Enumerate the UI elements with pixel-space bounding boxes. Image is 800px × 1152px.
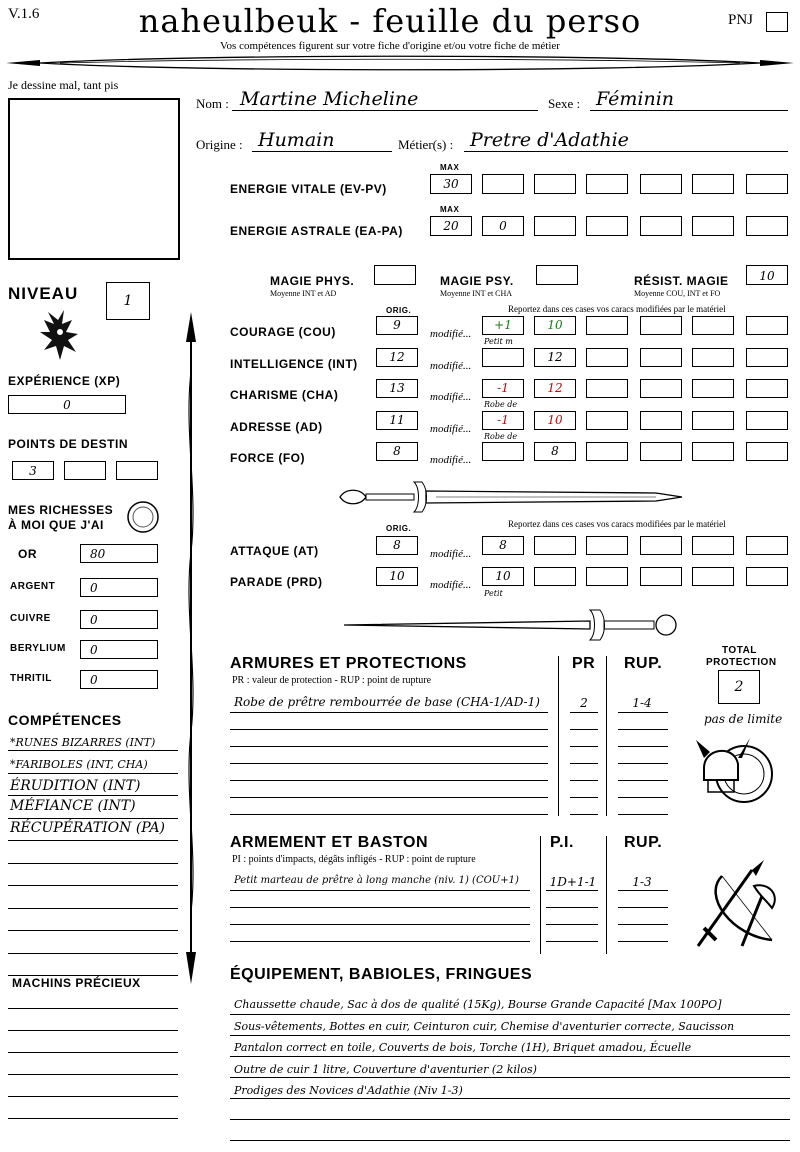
stat-mod-box-0-4[interactable] (692, 316, 734, 335)
ea-value-1: 20 (443, 219, 459, 233)
stat-mod2-2: 12 (547, 381, 563, 395)
magie-psy-box[interactable] (536, 265, 578, 285)
origin-label: Origine : (196, 137, 243, 152)
armure-rup-line (618, 712, 668, 713)
armure-pr-line (570, 814, 598, 815)
equipement-line (230, 1140, 790, 1141)
competence-line (8, 953, 178, 954)
ea-box-6[interactable] (692, 216, 734, 236)
combat-orig-value-0: 8 (393, 538, 401, 552)
stat-mod-box-0-5[interactable] (746, 316, 788, 335)
spear-ornament-vertical (182, 312, 200, 984)
arme-pi-line (546, 941, 598, 942)
machin-line (8, 1118, 178, 1119)
stat-mod2-1: 12 (547, 349, 563, 364)
arme-name[interactable]: Petit marteau de prêtre à long manche (niv. 1) (COU+1) (234, 875, 519, 886)
combat-label-1: PARADE (PRD) (230, 575, 323, 589)
stat-note-3: Robe de (484, 431, 518, 441)
combat-note: Reportez dans ces cases vos caracs modifiées par le matériel (508, 519, 726, 529)
resist-magie-label: RÉSIST. MAGIE (634, 274, 729, 288)
total-label-1: TOTAL (722, 645, 757, 656)
combat-mod-box-0-2[interactable] (586, 536, 628, 555)
arme-line (230, 907, 530, 908)
combat-mod1-0: 8 (499, 538, 507, 552)
arme-rup-line (618, 941, 668, 942)
total-label-2: PROTECTION (706, 657, 777, 668)
arme-rup-line (618, 907, 668, 908)
richesses-label-2: À MOI QUE J'AI (8, 518, 104, 532)
equipement-line (230, 1077, 790, 1078)
richesse-label-1: ARGENT (10, 581, 56, 592)
competence-item[interactable]: *RUNES BIZARRES (INT) (10, 736, 156, 749)
destin-value: 3 (29, 464, 37, 478)
competence-line (8, 750, 178, 751)
equipement-line (230, 1035, 790, 1036)
coin-icon (126, 500, 160, 534)
name-label: Nom : (196, 96, 229, 111)
stat-modifie-0: modifié... (430, 328, 472, 340)
ea-box-4[interactable] (586, 216, 628, 236)
armement-col-pi: P.I. (550, 834, 574, 851)
armure-name[interactable]: Robe de prêtre rembourrée de base (CHA-1/AD-1) (234, 695, 540, 709)
ev-box-6[interactable] (692, 174, 734, 194)
name-value[interactable]: Martine Micheline (240, 88, 419, 110)
magie-psy-note: Moyenne INT et CHA (440, 289, 513, 298)
stat-mod-box-2-3[interactable] (640, 379, 682, 398)
dragon-icon (34, 306, 84, 364)
combat-mod-box-1-5[interactable] (746, 567, 788, 586)
armure-rup: 1-4 (632, 696, 652, 710)
richesse-label-0: OR (18, 547, 37, 561)
competence-line (8, 773, 178, 774)
ev-box-2[interactable] (482, 174, 524, 194)
protection-limit: pas de limite (704, 712, 783, 726)
machin-line (8, 1008, 178, 1009)
stat-label-4: FORCE (FO) (230, 451, 305, 465)
richesse-label-3: BERYLIUM (10, 643, 66, 654)
pnj-label: PNJ (728, 12, 754, 28)
armure-line (230, 746, 548, 747)
competence-line (8, 885, 178, 886)
machin-line (8, 1096, 178, 1097)
armure-pr-line (570, 746, 598, 747)
sex-value[interactable]: Féminin (596, 88, 675, 110)
competence-item[interactable]: ÉRUDITION (INT) (10, 778, 141, 794)
stat-mod-box-4-0[interactable] (482, 442, 524, 461)
ea-max-label: MAX (440, 205, 460, 214)
armure-line (230, 712, 548, 713)
helmet-shield-icon (694, 728, 776, 810)
equipement-line (230, 1098, 790, 1099)
armures-col-pr: PR (572, 655, 596, 672)
stat-mod-box-2-2[interactable] (586, 379, 628, 398)
arme-pi-line (546, 907, 598, 908)
stat-mod1-3: -1 (497, 412, 509, 427)
competence-line (8, 795, 178, 796)
armement-col-rup: RUP. (624, 834, 663, 851)
combat-mod-box-1-2[interactable] (586, 567, 628, 586)
machin-line (8, 1052, 178, 1053)
combat-modifie-0: modifié... (430, 548, 472, 560)
stat-mod-box-4-3[interactable] (640, 442, 682, 461)
arme-line (230, 941, 530, 942)
stat-mod2-4: 8 (551, 444, 559, 458)
equipement-line (230, 1119, 790, 1120)
stat-label-1: INTELLIGENCE (INT) (230, 356, 358, 371)
stat-note-2: Robe de (484, 400, 518, 409)
stat-mod-box-1-2[interactable] (586, 348, 628, 367)
ea-value-2: 0 (499, 219, 507, 233)
combat-mod-box-0-5[interactable] (746, 536, 788, 555)
richesse-label-4: THRITIL (10, 673, 52, 684)
combat-mod-box-0-1[interactable] (534, 536, 576, 555)
ea-box-3[interactable] (534, 216, 576, 236)
competence-item[interactable]: MÉFIANCE (INT) (10, 798, 136, 814)
stat-orig-value-1: 12 (389, 349, 405, 364)
stat-mod-box-3-5[interactable] (746, 411, 788, 430)
equipement-line (230, 1056, 790, 1057)
portrait-box[interactable] (8, 98, 180, 260)
arme-line (230, 890, 530, 891)
equipement-item[interactable]: Pantalon correct en toile, Couverts de bois, Torche (1H), Briquet amadou, Écuelle (234, 1041, 692, 1054)
stat-mod-box-0-2[interactable] (586, 316, 628, 335)
stat-mod-box-0-3[interactable] (640, 316, 682, 335)
total-protection-value: 2 (734, 679, 744, 695)
armure-pr-line (570, 797, 598, 798)
competence-line (8, 930, 178, 931)
armure-rup-line (618, 746, 668, 747)
sword-ornament-1 (336, 478, 686, 516)
combat-mod-box-0-3[interactable] (640, 536, 682, 555)
page-subtitle: Vos compétences figurent sur votre fiche d'origine et/ou votre fiche de métier (220, 40, 560, 52)
competence-item[interactable]: *FARIBOLES (INT, CHA) (10, 758, 148, 771)
stat-mod-box-1-3[interactable] (640, 348, 682, 367)
combat-modifie-1: modifié... (430, 579, 472, 591)
stat-orig-value-3: 11 (389, 412, 405, 427)
weapons-icon (692, 856, 784, 952)
armure-rup-line (618, 814, 668, 815)
armure-rup-line (618, 797, 668, 798)
ea-box-5[interactable] (640, 216, 682, 236)
stat-mod2-3: 10 (547, 412, 563, 427)
stat-mod-box-2-4[interactable] (692, 379, 734, 398)
richesses-label-1: MES RICHESSES (8, 503, 114, 517)
stat-label-2: CHARISME (CHA) (230, 388, 339, 402)
combat-mod-box-1-1[interactable] (534, 567, 576, 586)
richesse-value-2: 0 (90, 613, 98, 627)
competence-line (8, 840, 178, 841)
stat-mod2-0: 10 (547, 318, 563, 332)
stat-modifie-3: modifié... (430, 422, 472, 435)
arme-rup-line (618, 890, 668, 891)
sex-label: Sexe : (548, 96, 581, 111)
ev-max-label: MAX (440, 163, 460, 172)
stat-orig-value-2: 13 (389, 381, 405, 395)
armure-pr-line (570, 729, 598, 730)
sword-ornament-2 (340, 604, 682, 646)
spear-ornament-top (0, 52, 800, 74)
arme-rup: 1-3 (632, 875, 652, 889)
pnj-checkbox[interactable] (766, 12, 788, 32)
stat-mod1-0: +1 (494, 318, 512, 332)
armement-title: ARMEMENT ET BASTON (230, 834, 429, 851)
armure-line (230, 763, 548, 764)
richesse-value-0: 80 (90, 547, 106, 561)
job-value[interactable]: Pretre d'Adathie (470, 129, 629, 151)
competences-title: COMPÉTENCES (8, 712, 122, 728)
stat-note-0: Petit m (484, 337, 513, 346)
equipement-item[interactable]: Chaussette chaude, Sac à dos de qualité (15Kg), Bourse Grande Capacité [Max 100PO] (234, 998, 722, 1011)
job-label: Métier(s) : (398, 137, 454, 152)
resist-magie-note: Moyenne COU, INT et FO (634, 289, 721, 298)
competence-line (8, 908, 178, 909)
stat-mod-box-3-4[interactable] (692, 411, 734, 430)
arme-rup-line (618, 924, 668, 925)
stat-modifie-4: modifié... (430, 454, 472, 466)
richesse-value-4: 0 (90, 673, 98, 687)
equipement-title: ÉQUIPEMENT, BABIOLES, FRINGUES (230, 966, 533, 983)
richesse-value-1: 0 (90, 581, 98, 595)
stat-modifie-1: modifié... (430, 359, 472, 372)
stat-mod-box-2-5[interactable] (746, 379, 788, 398)
combat-note-1: Petit (484, 589, 503, 598)
armure-pr-line (570, 712, 598, 713)
armure-line (230, 797, 548, 798)
origin-value[interactable]: Humain (258, 129, 335, 151)
armure-rup-line (618, 780, 668, 781)
stat-mod-box-4-5[interactable] (746, 442, 788, 461)
machins-title: MACHINS PRÉCIEUX (12, 976, 141, 990)
armure-rup-line (618, 763, 668, 764)
equipement-item[interactable]: Prodiges des Novices d'Adathie (Niv 1-3) (234, 1084, 463, 1097)
version-label: V.1.6 (8, 6, 40, 22)
stat-mod-box-3-3[interactable] (640, 411, 682, 430)
ev-label: ENERGIE VITALE (EV-PV) (230, 182, 387, 196)
stat-label-0: COURAGE (COU) (230, 325, 336, 339)
ev-box-3[interactable] (534, 174, 576, 194)
combat-orig-value-1: 10 (389, 569, 405, 583)
xp-value: 0 (63, 398, 71, 412)
combat-orig-label: ORIG. (386, 524, 412, 533)
stat-label-3: ADRESSE (AD) (230, 419, 323, 434)
armement-subtitle: PI : points d'impacts, dégâts infligés - RUP : point de rupture (232, 854, 476, 865)
combat-mod-box-1-3[interactable] (640, 567, 682, 586)
armures-col-rup: RUP. (624, 655, 663, 672)
magie-phys-label: MAGIE PHYS. (270, 274, 355, 288)
destin-label: POINTS DE DESTIN (8, 437, 129, 451)
destin-box-3[interactable] (116, 461, 158, 480)
arme-pi-line (546, 890, 598, 891)
magie-psy-label: MAGIE PSY. (440, 274, 514, 288)
ev-box-5[interactable] (640, 174, 682, 194)
armures-title: ARMURES ET PROTECTIONS (230, 655, 467, 672)
competence-line (8, 818, 178, 819)
ea-label: ENERGIE ASTRALE (EA-PA) (230, 224, 403, 238)
ev-box-4[interactable] (586, 174, 628, 194)
ev-value-1: 30 (443, 177, 459, 191)
armures-subtitle: PR : valeur de protection - RUP : point de rupture (232, 675, 432, 686)
ev-box-7[interactable] (746, 174, 788, 194)
stat-mod-box-4-2[interactable] (586, 442, 628, 461)
competence-item[interactable]: RÉCUPÉRATION (PA) (10, 820, 166, 836)
combat-mod-box-1-4[interactable] (692, 567, 734, 586)
destin-box-2[interactable] (64, 461, 106, 480)
competence-line (8, 975, 178, 976)
portrait-caption: Je dessine mal, tant pis (8, 78, 119, 92)
stat-mod1-2: -1 (497, 381, 509, 395)
arme-pi-line (546, 924, 598, 925)
machin-line (8, 1030, 178, 1031)
armure-pr: 2 (580, 696, 588, 710)
armure-pr-line (570, 763, 598, 764)
stats-note: Reportez dans ces cases vos caracs modifiées par le matériel (508, 304, 726, 314)
arme-pi: 1D+1-1 (549, 875, 597, 889)
stat-mod-box-1-4[interactable] (692, 348, 734, 367)
richesse-label-2: CUIVRE (10, 613, 51, 624)
resist-magie-value: 10 (759, 269, 775, 283)
armure-line (230, 729, 548, 730)
equipement-line (230, 1014, 790, 1015)
equipement-item[interactable]: Sous-vêtements, Bottes en cuir, Ceinturon cuir, Chemise d'aventurier correcte, Saucisson (234, 1019, 735, 1033)
combat-mod-box-0-4[interactable] (692, 536, 734, 555)
ea-box-7[interactable] (746, 216, 788, 236)
equipement-item[interactable]: Outre de cuir 1 litre, Couverture d'aventurier (2 kilos) (234, 1062, 537, 1076)
armure-rup-line (618, 729, 668, 730)
combat-label-0: ATTAQUE (AT) (230, 544, 319, 558)
stat-mod-box-1-0[interactable] (482, 348, 524, 367)
stat-orig-value-4: 8 (393, 444, 401, 458)
richesse-value-3: 0 (90, 643, 98, 657)
machin-line (8, 1074, 178, 1075)
magie-phys-box[interactable] (374, 265, 416, 285)
armure-line (230, 780, 548, 781)
niveau-value: 1 (123, 293, 133, 309)
stat-modifie-2: modifié... (430, 391, 472, 403)
xp-label: EXPÉRIENCE (XP) (8, 374, 121, 388)
combat-mod1-1: 10 (495, 569, 511, 583)
stat-orig-value-0: 9 (393, 318, 401, 332)
armure-line (230, 814, 548, 815)
stat-mod-box-3-2[interactable] (586, 411, 628, 430)
page-title: naheulbeuk - feuille du perso (138, 2, 642, 40)
competence-line (8, 863, 178, 864)
stat-mod-box-4-4[interactable] (692, 442, 734, 461)
armure-pr-line (570, 780, 598, 781)
stat-mod-box-1-5[interactable] (746, 348, 788, 367)
niveau-label: NIVEAU (8, 284, 79, 303)
magie-phys-note: Moyenne INT et AD (270, 289, 337, 298)
stats-orig-label: ORIG. (386, 306, 412, 315)
arme-line (230, 924, 530, 925)
